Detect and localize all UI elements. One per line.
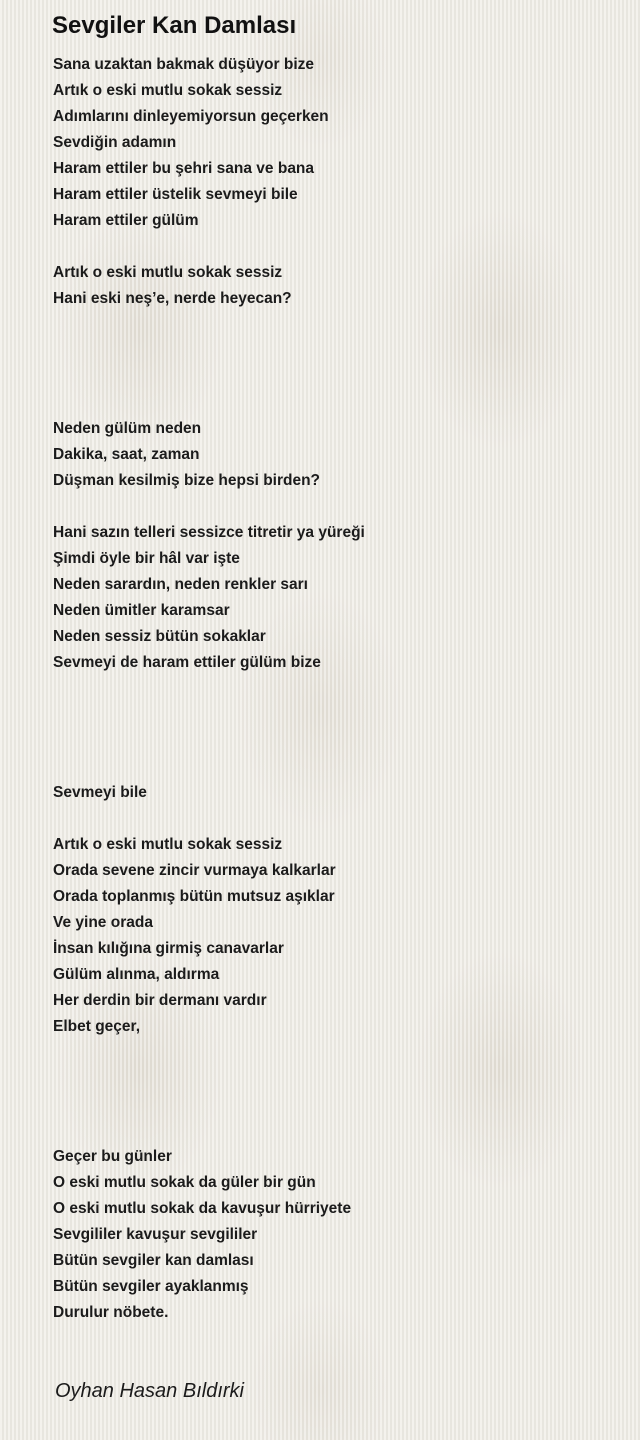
stanza-4 xyxy=(53,520,365,676)
poem-line: O eski mutlu sokak da güler bir gün xyxy=(53,1174,316,1191)
poem-title: Sevgiler Kan Damlası xyxy=(52,12,297,39)
poem-line: Neden sarardın, neden renkler sarı xyxy=(53,576,308,593)
poem-line: Elbet geçer, xyxy=(53,1018,141,1035)
stanza-gap xyxy=(53,676,365,780)
poem-line: Hani sazın telleri sessizce titretir ya yüreği xyxy=(53,524,365,541)
poem-line: Haram ettiler gülüm xyxy=(53,212,199,229)
stanza-gap xyxy=(53,234,365,260)
poem-body xyxy=(53,52,365,1326)
poem-line: Sevmeyi bile xyxy=(53,784,147,801)
poem-line: Artık o eski mutlu sokak sessiz xyxy=(53,264,283,281)
poem-line: Artık o eski mutlu sokak sessiz xyxy=(53,82,283,99)
poem-line: Sana uzaktan bakmak düşüyor bize xyxy=(53,56,315,73)
poem-line: Sevgililer kavuşur sevgililer xyxy=(53,1226,258,1243)
poem-line: Ve yine orada xyxy=(53,914,153,931)
stanza-gap xyxy=(53,806,365,832)
poem-line: Haram ettiler bu şehri sana ve bana xyxy=(53,160,315,177)
poem-line: Adımlarını dinleyemiyorsun geçerken xyxy=(53,108,329,125)
stanza-7 xyxy=(53,1144,365,1326)
stanza-gap xyxy=(53,312,365,416)
stanza-gap xyxy=(53,494,365,520)
poem-line: O eski mutlu sokak da kavuşur hürriyete xyxy=(53,1200,352,1217)
stanza-3 xyxy=(53,416,365,494)
poem-line: Orada toplanmış bütün mutsuz aşıklar xyxy=(53,888,335,905)
poem-line: Düşman kesilmiş bize hepsi birden? xyxy=(53,472,321,489)
poem-line: Gülüm alınma, aldırma xyxy=(53,966,220,983)
poem-line: Neden gülüm neden xyxy=(53,420,202,437)
poem-author: Oyhan Hasan Bıldırki xyxy=(55,1380,244,1402)
stanza-5 xyxy=(53,780,365,806)
poem-line: Bütün sevgiler ayaklanmış xyxy=(53,1278,249,1295)
poem-line: Haram ettiler üstelik sevmeyi bile xyxy=(53,186,298,203)
poem-line: Bütün sevgiler kan damlası xyxy=(53,1252,254,1269)
stanza-6 xyxy=(53,832,365,1040)
poem-line: Sevdiğin adamın xyxy=(53,134,177,151)
poem-line: Şimdi öyle bir hâl var işte xyxy=(53,550,240,567)
poem-line: Durulur nöbete. xyxy=(53,1304,169,1321)
poem-line: Her derdin bir dermanı vardır xyxy=(53,992,267,1009)
stanza-1 xyxy=(53,52,365,234)
poem-line: Geçer bu günler xyxy=(53,1148,172,1165)
stanza-2 xyxy=(53,260,365,312)
poem-line: Sevmeyi de haram ettiler gülüm bize xyxy=(53,654,321,671)
poem-line: Neden ümitler karamsar xyxy=(53,602,230,619)
poem-line: Hani eski neş’e, nerde heyecan? xyxy=(53,290,292,307)
poem-line: Artık o eski mutlu sokak sessiz xyxy=(53,836,283,853)
stanza-gap xyxy=(53,1040,365,1144)
poem-line: Orada sevene zincir vurmaya kalkarlar xyxy=(53,862,336,879)
poem-line: Neden sessiz bütün sokaklar xyxy=(53,628,266,645)
poem-line: İnsan kılığına girmiş canavarlar xyxy=(53,940,284,957)
poem-line: Dakika, saat, zaman xyxy=(53,446,200,463)
